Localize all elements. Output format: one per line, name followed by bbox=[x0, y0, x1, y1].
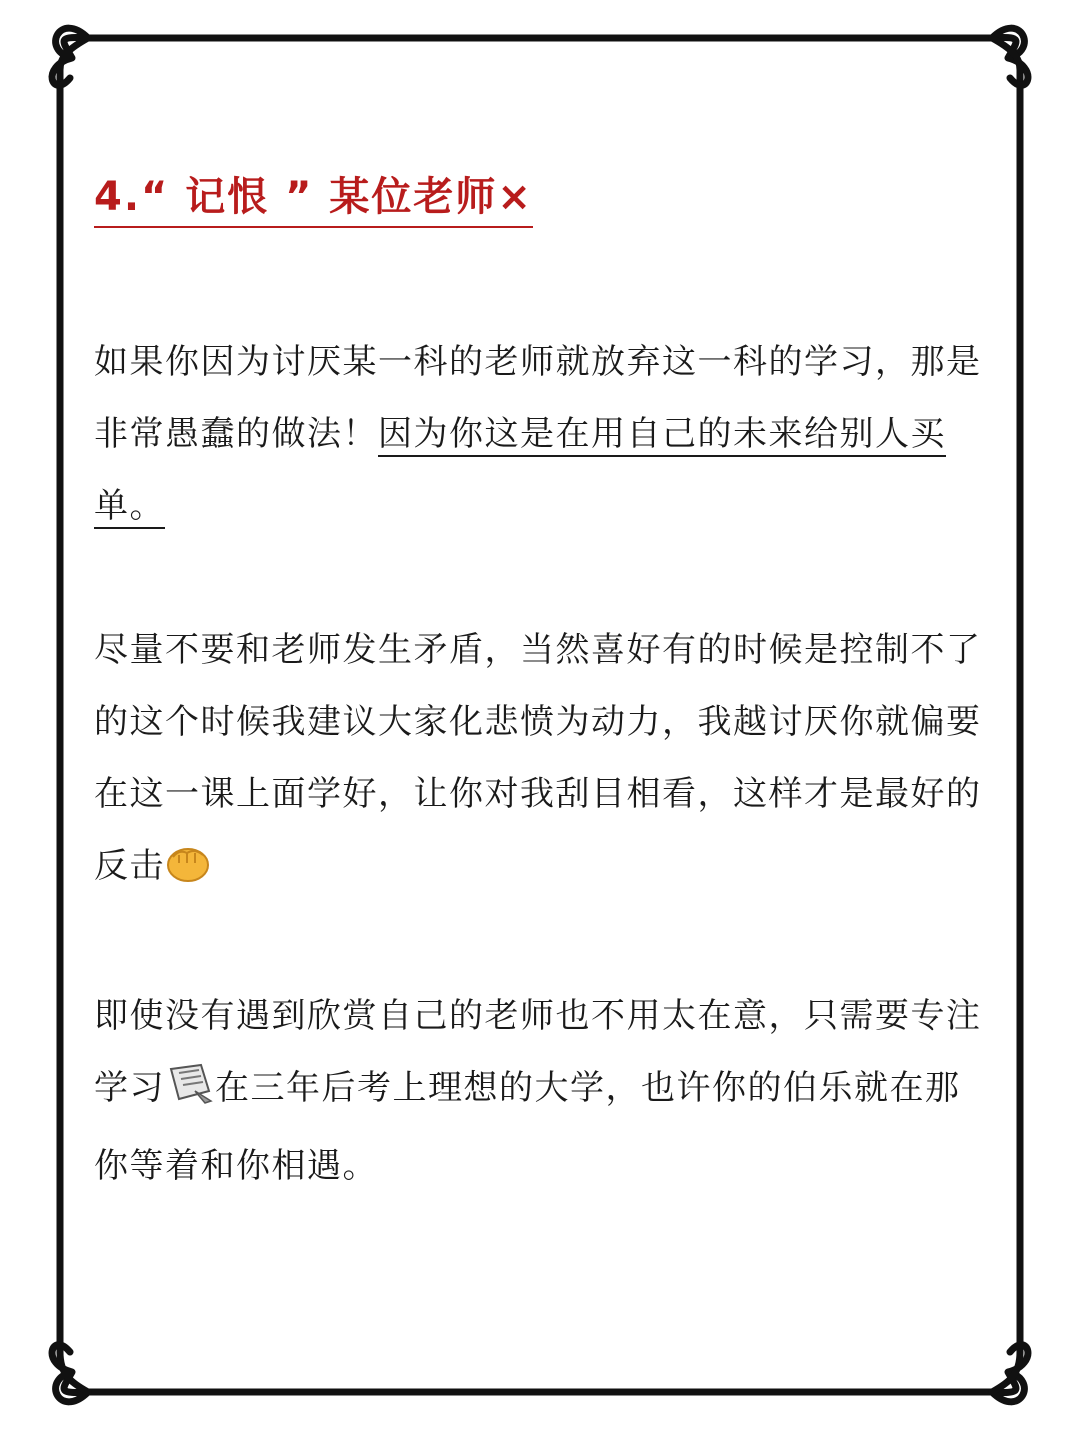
paragraph-1-underlined: 因为你这是在用自己的未来给别人买单。 bbox=[94, 414, 946, 526]
paragraph-1-lead: 如果你因为讨厌某一科的老师就放弃这一科的学习，那是非常愚蠢的做法！ bbox=[94, 342, 982, 454]
paragraph-1 bbox=[94, 326, 994, 542]
newspaper-emoji-icon bbox=[165, 1058, 215, 1130]
paragraph-3-lead: 即使没有遇到欣赏自己的老师也不用太在意，只需要专注学习 bbox=[94, 996, 982, 1108]
section-heading: 4.“ 记恨 ” 某位老师× bbox=[94, 168, 533, 228]
article-body bbox=[94, 168, 994, 1202]
paragraph-2-text: 尽量不要和老师发生矛盾，当然喜好有的时候是控制不了的这个时候我建议大家化悲愤为动力，我越讨厌你就偏要在这一课上面学好，让你对我刮目相看，这样才是最好的反击 bbox=[94, 630, 982, 886]
paragraph-2 bbox=[94, 614, 994, 908]
paragraph-3 bbox=[94, 980, 994, 1202]
fist-emoji-icon bbox=[165, 836, 211, 908]
paragraph-3-rest: 在三年后考上理想的大学，也许你的伯乐就在那你等着和你相遇。 bbox=[94, 1068, 961, 1186]
